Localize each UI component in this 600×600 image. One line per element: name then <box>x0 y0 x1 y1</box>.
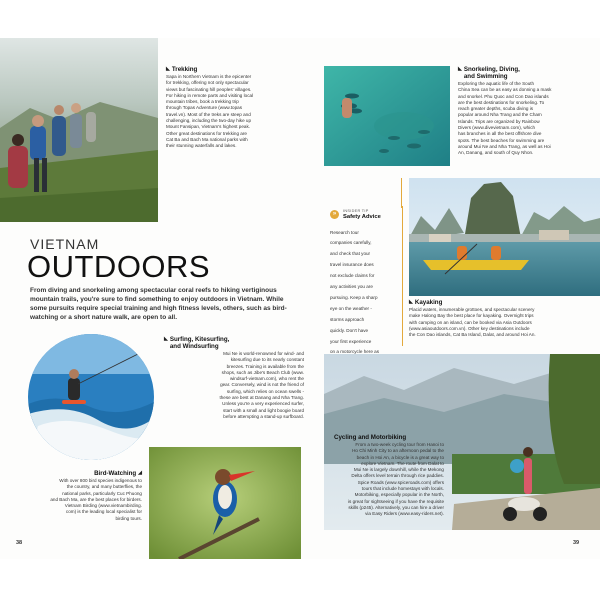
tip-line: any activities you are <box>330 284 373 290</box>
birdwatching-line: With over 800 bird species indigenous to <box>59 478 142 483</box>
trekking-line: their stunning waterfalls and lakes. <box>166 143 237 149</box>
surfing-line: Unless you're a very experienced surfer, <box>222 401 304 407</box>
tip-line: not exclude claims for <box>330 273 375 279</box>
kayaking-heading: ◣ Kayaking <box>409 299 443 306</box>
surfing-section <box>154 336 304 420</box>
snorkeling-line: popular around Nha Trang and the Cham <box>458 112 542 118</box>
surfboard-icon: ◣ <box>164 336 168 342</box>
tip-line: Research tour <box>330 229 359 235</box>
cycling-heading: Cycling and Motorbiking <box>334 434 407 441</box>
birdwatching-line: and Bach Ma, are the best places for birders. <box>50 496 142 502</box>
snorkeling-line: Exploring the aquatic life of the South <box>458 81 535 86</box>
tip-line: on a motorcycle here as <box>330 349 380 355</box>
surfing-line: Mui Ne is world-renowned for wind- and <box>223 351 304 356</box>
intro-paragraph: From diving and snorkeling among spectacular coral reefs to hiking vertiginous mountain trails, you're sure to find something to enjoy outdoors in Vietnam. While some pursuits require special training and high fitness levels, others, such as bird-watching or a short nature walk, are open to all. <box>30 287 287 321</box>
surfing-body <box>154 351 304 420</box>
cycling-line: Spice Roads (www.spiceroads.com) offers <box>357 479 444 485</box>
cycling-line: Mui Ne is largely downhill, while the Mekong <box>353 467 444 473</box>
birdwatching-line: com) is the leading local specialist for <box>65 509 142 515</box>
tip-divider <box>401 178 402 208</box>
cycling-line: tours that include homestays with locals. <box>361 486 444 492</box>
surfing-line: windsurf-vietnam.com), who rent the <box>229 376 304 382</box>
tip-line: your first experience <box>330 338 372 344</box>
cycling-line: is great for sightseeing if you have the requisite <box>347 498 444 504</box>
trekking-line: Other great destinations for trekking are <box>166 130 247 136</box>
page-title: OUTDOORS <box>27 249 211 284</box>
snorkeling-line: are the best destinations for snorkeling. To <box>458 99 545 105</box>
snorkeling-line: around Mui Ne and Nha Trang, as well as Hoi <box>458 143 551 149</box>
kayak-icon: ◣ <box>409 299 413 305</box>
snorkeling-section <box>458 66 600 157</box>
tip-line: travel insurance does <box>330 262 374 268</box>
trekking-line: challenging, including the two-day hike up <box>166 118 252 124</box>
kayaking-line: with camping on an island, can be booked via Asia Outdoors <box>409 319 532 325</box>
kayaking-line: the Con Dao islands, Cat Ba Island, Dalat, and around Hoi An. <box>409 332 536 338</box>
surfing-line: shops, such as Jibe's Beach Club (www. <box>221 369 304 375</box>
cycling-line: skills (p245). Alternatively, you can hire a driver <box>348 504 444 510</box>
surfing-line: start with a small and light boogie board <box>223 407 304 413</box>
tip-line: pursuing. Keep a sharp <box>330 294 378 300</box>
surfing-line: before attempting a stand-up surfboard. <box>223 413 304 419</box>
snorkeling-line: has branches in all the best offshore dive <box>458 131 542 137</box>
trekking-photo <box>0 38 158 222</box>
surfing-photo <box>28 334 154 460</box>
cycling-line: From a two-week cycling tour from Hanoi to <box>355 442 444 447</box>
kayaking-line: make Halong Bay the best place for kayaking. Overnight trips <box>409 313 534 319</box>
cycling-line: beach in Hoi An, a bicycle is a great way to <box>356 454 444 460</box>
tip-label: INSIDER TIP <box>343 209 369 213</box>
snorkeling-line: An, Danang, and south of Quy Nhon. <box>458 150 534 156</box>
kayaking-section <box>409 299 600 338</box>
kayaking-line: Placid waters, innumerable grottoes, and spectacular scenery <box>409 307 535 312</box>
snorkeling-line: Divers (www.divevietnam.com), which <box>458 125 536 131</box>
bird-icon: ◢ <box>138 470 142 476</box>
snorkel-icon: ◣ <box>458 66 462 72</box>
birdwatching-line: Vietnam Birding (www.vietnambirding. <box>64 503 142 509</box>
surfing-heading: ◣ Surfing, Kitesurfing, and Windsurfing <box>164 336 230 350</box>
snorkeling-line: spots. The best beaches for swimming are <box>458 137 545 143</box>
snorkeling-line: and snorkel. Phu Quoc and Con Dao islands <box>458 93 549 99</box>
trekking-line: mountain tribes, book a trekking trip <box>166 99 239 105</box>
snorkeling-line: reach greater depths, scuba diving is <box>458 106 534 112</box>
surfing-line: these are best at Danang and Nha Trang. <box>219 395 304 401</box>
insider-tip-box <box>320 206 403 355</box>
page-number-left: 38 <box>16 540 23 546</box>
surfing-line: breezes. Training is available from the <box>226 363 304 369</box>
tip-line: storms approach <box>330 316 365 322</box>
cycling-body <box>300 442 444 518</box>
tip-title: Safety Advice <box>343 214 381 220</box>
birdwatching-photo <box>149 447 301 559</box>
trekking-line: Sapa in Northern Vietnam is the epicenter <box>166 74 252 79</box>
trekking-line: For hiking in remote parts and visiting local <box>166 92 254 98</box>
cycling-line: via Easy Riders (www.easy-riders.net). <box>365 511 444 517</box>
snorkeling-photo <box>324 66 450 166</box>
kayaking-body <box>409 307 600 338</box>
kayaking-photo <box>409 178 600 296</box>
cycling-line: Delta offers level terrain through rice paddies. <box>351 473 444 479</box>
snorkeling-heading: ◣ Snorkeling, Diving, and Swimming <box>458 66 520 80</box>
cycling-section <box>300 434 444 518</box>
birdwatching-section <box>30 470 142 522</box>
page-supertitle: VIETNAM <box>30 236 100 252</box>
birdwatching-line: the country, and many butterflies, the <box>66 484 142 490</box>
trekking-body <box>166 74 306 150</box>
snorkeling-line: Islands. Trips are organized by Rainbow <box>458 118 540 124</box>
page-number-right: 39 <box>573 540 580 546</box>
birdwatching-line: birding tours. <box>115 515 142 521</box>
tip-line: and check that your <box>330 251 371 257</box>
kayaking-line: (www.asiaoutdoors.com.vn). Other key destinations include <box>409 325 530 331</box>
surfing-line: surfing, which relies on ocean swells - <box>226 388 304 394</box>
trekking-line: Mount Fansipan, Vietnam's highest peak. <box>166 124 251 130</box>
trekking-line: for trekking, offering not only spectacular <box>166 80 249 86</box>
trekking-line: views but fascinating hill peoples' villages. <box>166 86 252 92</box>
surfing-line: gear. Conversely, wind is not the friend of <box>220 382 304 388</box>
birdwatching-heading: Bird-Watching ◢ <box>94 470 142 477</box>
birdwatching-body <box>30 478 142 522</box>
boot-icon: ◣ <box>166 66 170 72</box>
surfing-line: kitesurfing due to its nearly constant <box>230 357 304 363</box>
cycling-line: Motorbiking, especially popular in the North, <box>354 492 444 498</box>
trekking-heading: ◣ Trekking <box>166 66 198 73</box>
trekking-line: Cat Ba and Bach Ma national parks with <box>166 136 248 142</box>
trekking-line: travel.vn). Most of the treks are steep and <box>166 111 251 117</box>
cycling-line: explore Vietnam. The route from Dalat to <box>361 460 444 466</box>
trekking-section <box>166 66 306 150</box>
trekking-line: through Topas Adventure (www.topas <box>166 105 243 111</box>
tip-line: eye on the weather - <box>330 305 372 311</box>
snorkeling-line: China Sea can be as easy as donning a mask <box>458 87 552 93</box>
cycling-line: Ho Chi Minh City to an afternoon pedal to the <box>352 448 444 454</box>
birdwatching-line: national parks, particularly Cuc Phuong <box>62 490 142 496</box>
tip-line: quickly. Don't have <box>330 327 369 333</box>
snorkeling-body <box>458 81 600 157</box>
tip-badge: » <box>330 210 339 219</box>
tip-line: companies carefully, <box>330 240 372 246</box>
